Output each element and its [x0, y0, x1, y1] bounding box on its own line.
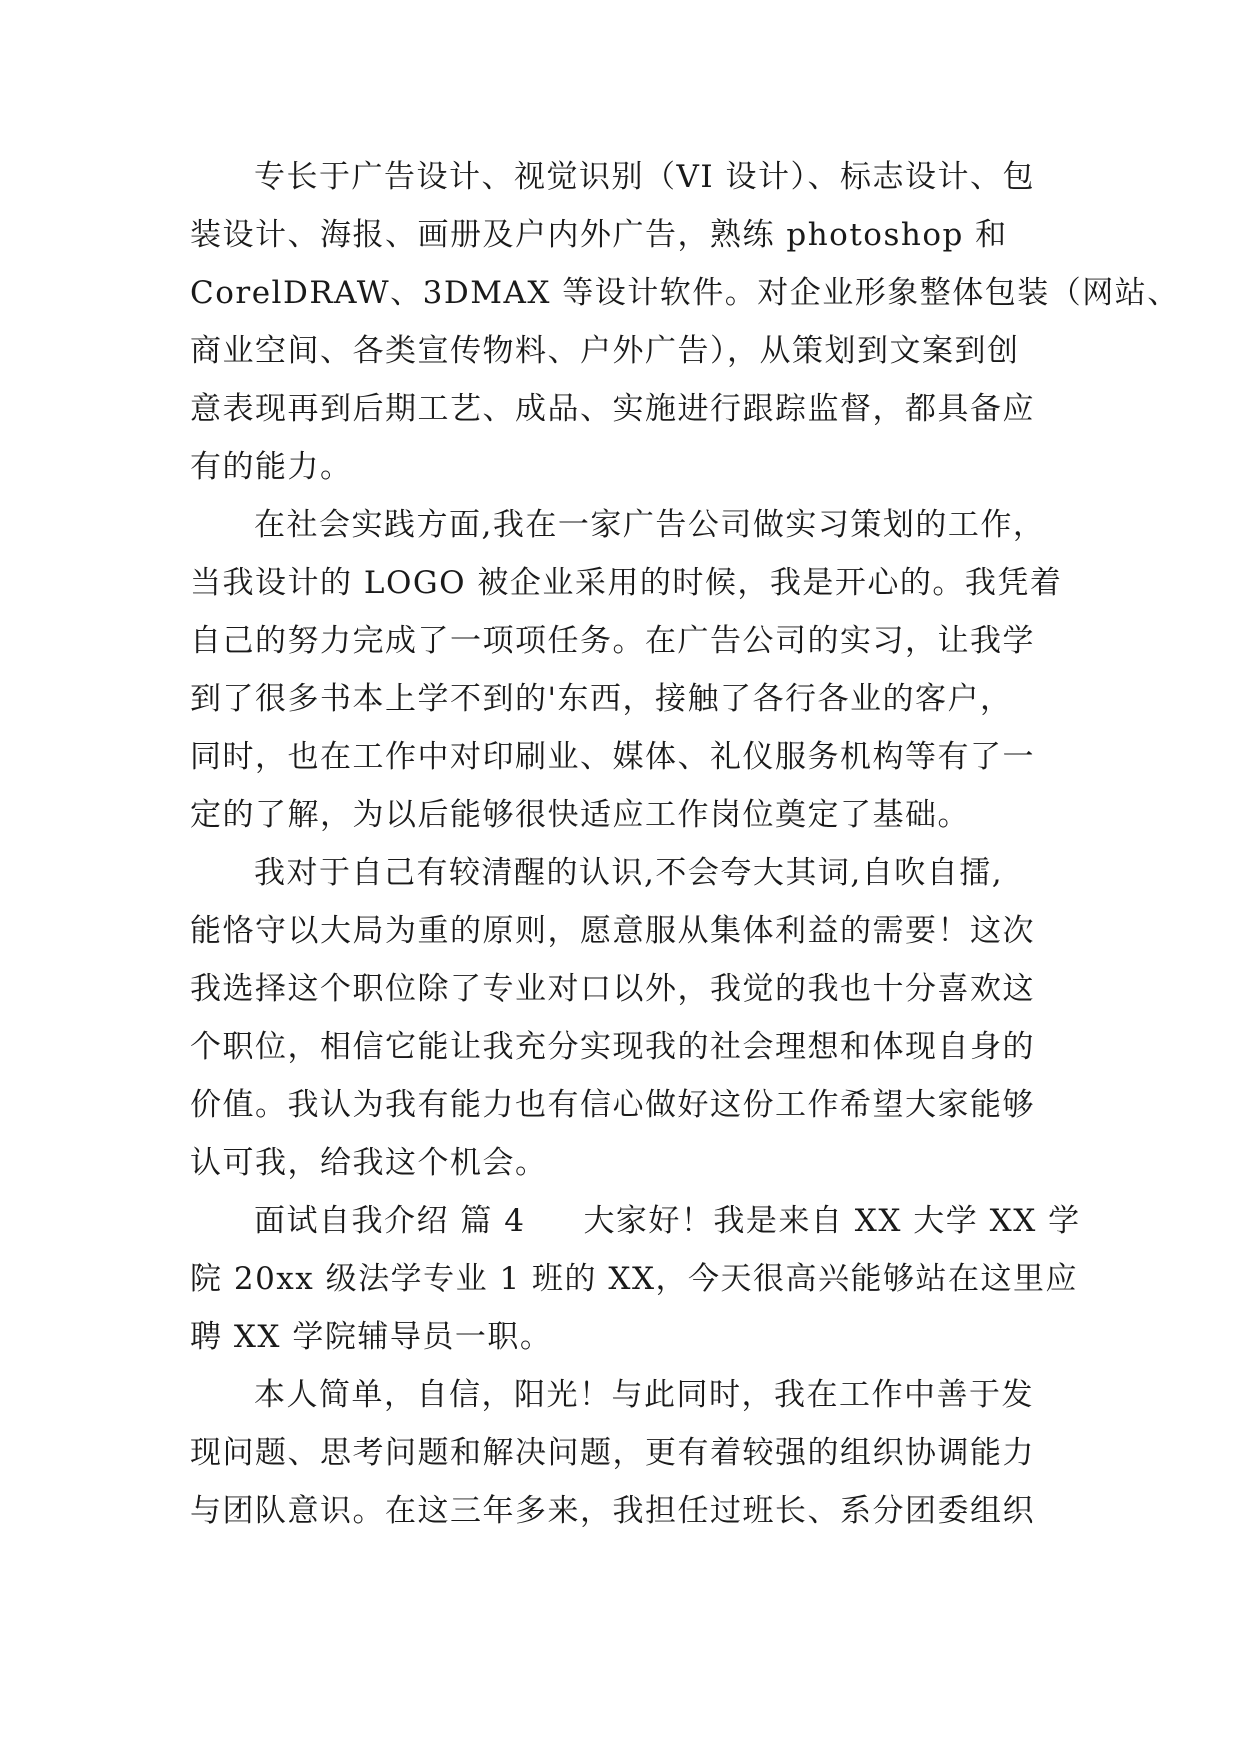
- paragraph-4-opening: 大家好！我是来自 XX 大学 XX 学: [583, 1203, 1081, 1239]
- section-heading: 面试自我介绍 篇 4: [254, 1203, 526, 1239]
- paragraph-4-line-1: [254, 1199, 1081, 1243]
- paragraph-1-line-2: 装设计、海报、画册及户内外广告，熟练 photoshop 和: [190, 217, 1008, 253]
- paragraph-3-line-1: 我对于自己有较清醒的认识,不会夸大其词,自吹自擂,: [254, 855, 1004, 891]
- paragraph-1-line-1: 专长于广告设计、视觉识别（VI 设计）、标志设计、包: [254, 159, 1035, 195]
- paragraph-2-line-2: 当我设计的 LOGO 被企业采用的时候，我是开心的。我凭着: [190, 565, 1063, 601]
- paragraph-2-line-6: 定的了解，为以后能够很快适应工作岗位奠定了基础。: [190, 797, 970, 833]
- paragraph-5-line-2: 现问题、思考问题和解决问题，更有着较强的组织协调能力: [190, 1435, 1035, 1471]
- paragraph-3-line-6: 认可我，给我这个机会。: [190, 1145, 548, 1181]
- paragraph-3-line-2: 能恪守以大局为重的原则，愿意服从集体利益的需要！这次: [190, 913, 1035, 949]
- paragraph-2-line-4: 到了很多书本上学不到的'东西，接触了各行各业的客户，: [190, 681, 1013, 717]
- paragraph-1-line-4: 商业空间、各类宣传物料、户外广告），从策划到文案到创: [190, 333, 1020, 369]
- paragraph-2-line-3: 自己的努力完成了一项项任务。在广告公司的实习，让我学: [190, 623, 1035, 659]
- paragraph-2-line-5: 同时，也在工作中对印刷业、媒体、礼仪服务机构等有了一: [190, 739, 1035, 775]
- paragraph-1-line-5: 意表现再到后期工艺、成品、实施进行跟踪监督，都具备应: [190, 391, 1035, 427]
- paragraph-3-line-5: 价值。我认为我有能力也有信心做好这份工作希望大家能够: [190, 1087, 1035, 1123]
- paragraph-3-line-3: 我选择这个职位除了专业对口以外，我觉的我也十分喜欢这: [190, 971, 1035, 1007]
- paragraph-5-line-3: 与团队意识。在这三年多来，我担任过班长、系分团委组织: [190, 1493, 1035, 1529]
- paragraph-2-line-1: 在社会实践方面,我在一家广告公司做实习策划的工作，: [254, 507, 1046, 543]
- paragraph-4-line-3: 聘 XX 学院辅导员一职。: [190, 1319, 553, 1355]
- paragraph-3-line-4: 个职位，相信它能让我充分实现我的社会理想和体现自身的: [190, 1029, 1035, 1065]
- paragraph-1-line-6: 有的能力。: [190, 449, 353, 485]
- paragraph-5-line-1: 本人简单，自信，阳光！与此同时，我在工作中善于发: [254, 1377, 1034, 1413]
- paragraph-4-line-2: 院 20xx 级法学专业 1 班的 XX，今天很高兴能够站在这里应: [190, 1261, 1079, 1297]
- paragraph-1-line-3: CorelDRAW、3DMAX 等设计软件。对企业形象整体包装（网站、: [190, 275, 1180, 311]
